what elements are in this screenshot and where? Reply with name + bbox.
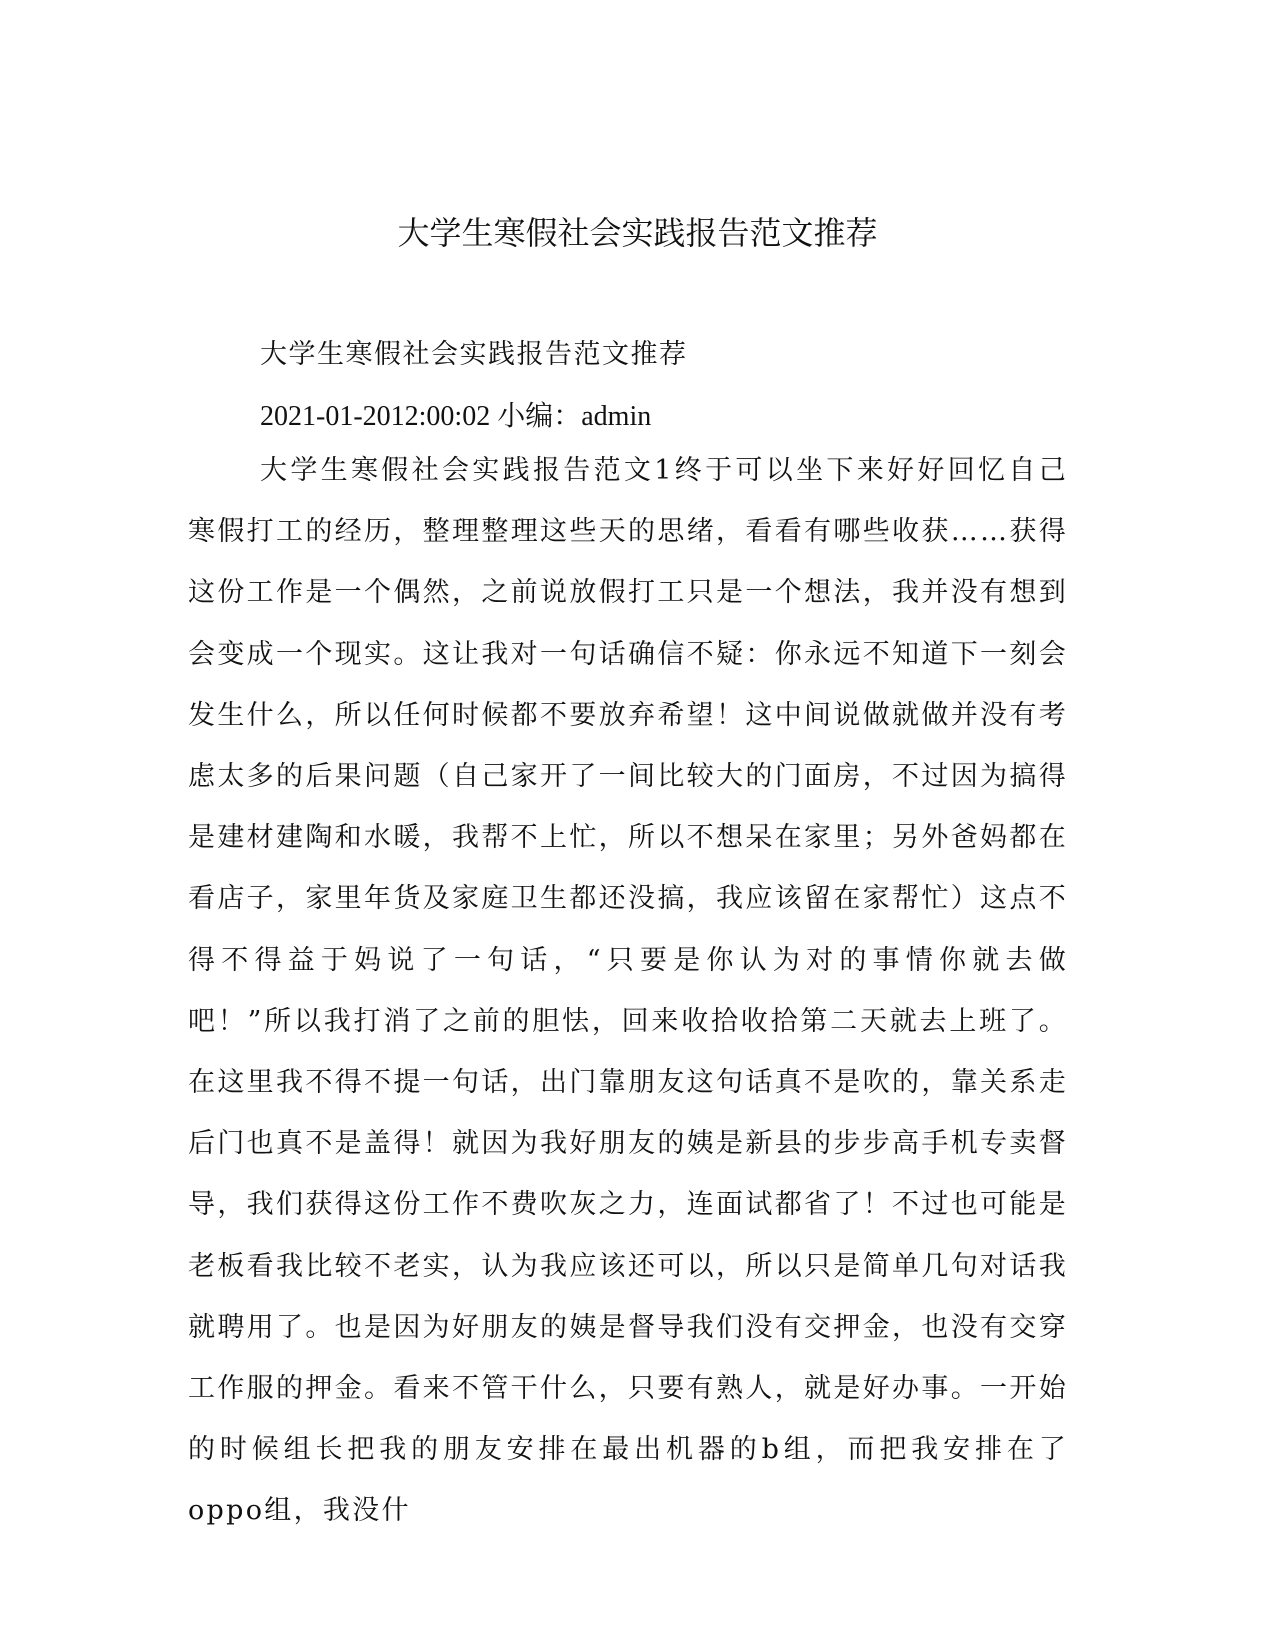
editor-label: 小编： [497, 401, 582, 432]
publish-datetime: 2021-01-2012:00:02 [260, 401, 491, 432]
article-paragraph: 大学生寒假社会实践报告范文1终于可以坐下来好好回忆自己寒假打工的经历，整理整理这些天的思绪，看看有哪些收获……获得这份工作是一个偶然，之前说放假打工只是一个想法，我并没有想到会变成一个现实。这让我对一句话确信不疑：你永远不知道下一刻会发生什么，所以任何时候都不要放弃希望！这中间说做就做并没有考虑太多的后果问题（自己家开了一间比较大的门面房，不过因为搞得是建材建陶和水暖，我帮不上忙，所以不想呆在家里；另外爸妈都在看店子，家里年货及家庭卫生都还没搞，我应该留在家帮忙）这点不得不得益于妈说了一句话，“只要是你认为对的事情你就去做吧！”所以我打消了之前的胆怯，回来收拾收拾第二天就去上班了。在这里我不得不提一句话，出门靠朋友这句话真不是吹的，靠关系走后门也真不是盖得！就因为我好朋友的姨是新县的步步高手机专卖督导，我们获得这份工作不费吹灰之力，连面试都省了！不过也可能是老板看我比较不老实，认为我应该还可以，所以只是简单几句对话我就聘用了。也是因为好朋友的姨是督导我们没有交押金，也没有交穿工作服的押金。看来不管干什么，只要有熟人，就是好办事。一开始的时候组长把我的朋友安排在最出机器的b组，而把我安排在了oppo组，我没什 [188, 455, 1068, 1527]
editor-name: admin [581, 401, 652, 432]
document-meta [260, 392, 1140, 442]
document-title: 大学生寒假社会实践报告范文推荐 [397, 214, 878, 252]
document-subtitle: 大学生寒假社会实践报告范文推荐 [260, 339, 688, 370]
